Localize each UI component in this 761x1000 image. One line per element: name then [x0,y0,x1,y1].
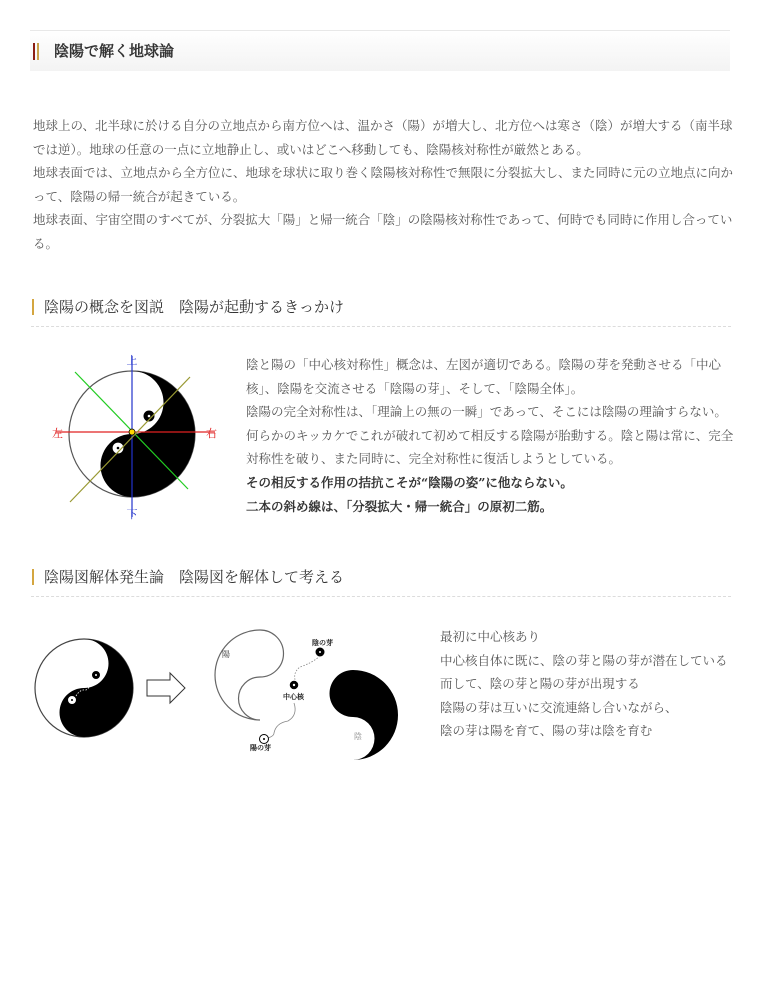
axis-label-right: 右 [206,427,217,440]
section1-paragraph-1: 陰と陽の「中心核対称性」概念は、左図が適切である。陰陽の芽を発動させる「中心核」、陰陽を交流させる「陰陽の芽」、そして、「陰陽全体」。 [246,357,722,396]
section-marker [32,299,34,315]
label-core: 中心核 [283,693,304,701]
section1-text [246,353,736,518]
yin-yang-axis-diagram [50,352,225,522]
section2-line-2: 中心核自体に既に、陰の芽と陽の芽が潜在している [440,652,728,668]
section1-bold-line-1: その相反する作用の拮抗こそが“陰陽の姿”に他ならない。 [246,474,573,490]
section2-line-4: 陰陽の芽は互いに交流連絡し合いながら、 [440,699,678,715]
label-yang-seed: 陽の芽 [250,744,271,752]
page-header [30,30,730,71]
intro-paragraph-3: 地球表面、宇宙空間のすべてが、分裂拡大「陽」と帰一統合「陰」の陰陽核対称性であって、何時でも同時に作用し合っている。 [33,212,733,251]
section-heading-1 [31,298,731,327]
intro-text [33,114,733,255]
axis-label-left: 左 [52,427,63,440]
section2-line-3: 而して、陰の芽と陽の芽が出現する [440,676,640,692]
page-title: 陰陽で解く地球論 [54,42,175,60]
intro-paragraph-2: 地球表面では、立地点から全方位に、地球を球状に取り巻く陰陽核対称性で無限に分裂拡大し、また同時に元の立地点に向かって、陰陽の帰一統合が起きている。 [33,165,734,204]
section2-text [440,625,740,743]
section2-line-1: 最初に中心核あり [440,629,541,644]
axis-label-bottom: 下 [126,508,138,521]
section1-paragraph-2: 陰陽の完全対称性は、「理論上の無の一瞬」であって、そこには陰陽の理論すらない。何らかのキッカケでこれが破れて初めて相反する陰陽が胎動する。陰と陽は常に、完全対称性を破り、また同時に、完全対称性に復活しようとしている。 [246,404,734,467]
section-marker [32,569,34,585]
section-title-2: 陰陽図解体発生論 陰陽図を解体して考える [44,568,345,586]
section1-bold-line-2: 二本の斜め線は、「分裂拡大・帰一統合」の原初二筋。 [246,498,553,514]
label-yang: 陽 [222,650,230,659]
label-yin: 陰 [354,732,362,741]
intro-paragraph-1: 地球上の、北半球に於ける自分の立地点から南方位へは、温かさ（陽）が増大し、北方位へは寒さ（陰）が増大する（南半球では逆）。地球の任意の一点に立地静止し、或いはどこへ移動しても、陰陽核対称性が厳然とある。 [33,118,733,157]
axis-label-top: 上 [126,354,138,367]
yin-yang-decomposition-diagram [30,625,410,775]
section2-line-5: 陰の芽は陽を育て、陽の芽は陰を育む [440,723,653,739]
arrow-icon [147,673,185,703]
section-heading-2 [31,568,731,597]
header-marker [33,43,40,60]
label-yin-seed: 陰の芽 [312,639,333,647]
section-title-1: 陰陽の概念を図説 陰陽が起動するきっかけ [44,298,345,316]
